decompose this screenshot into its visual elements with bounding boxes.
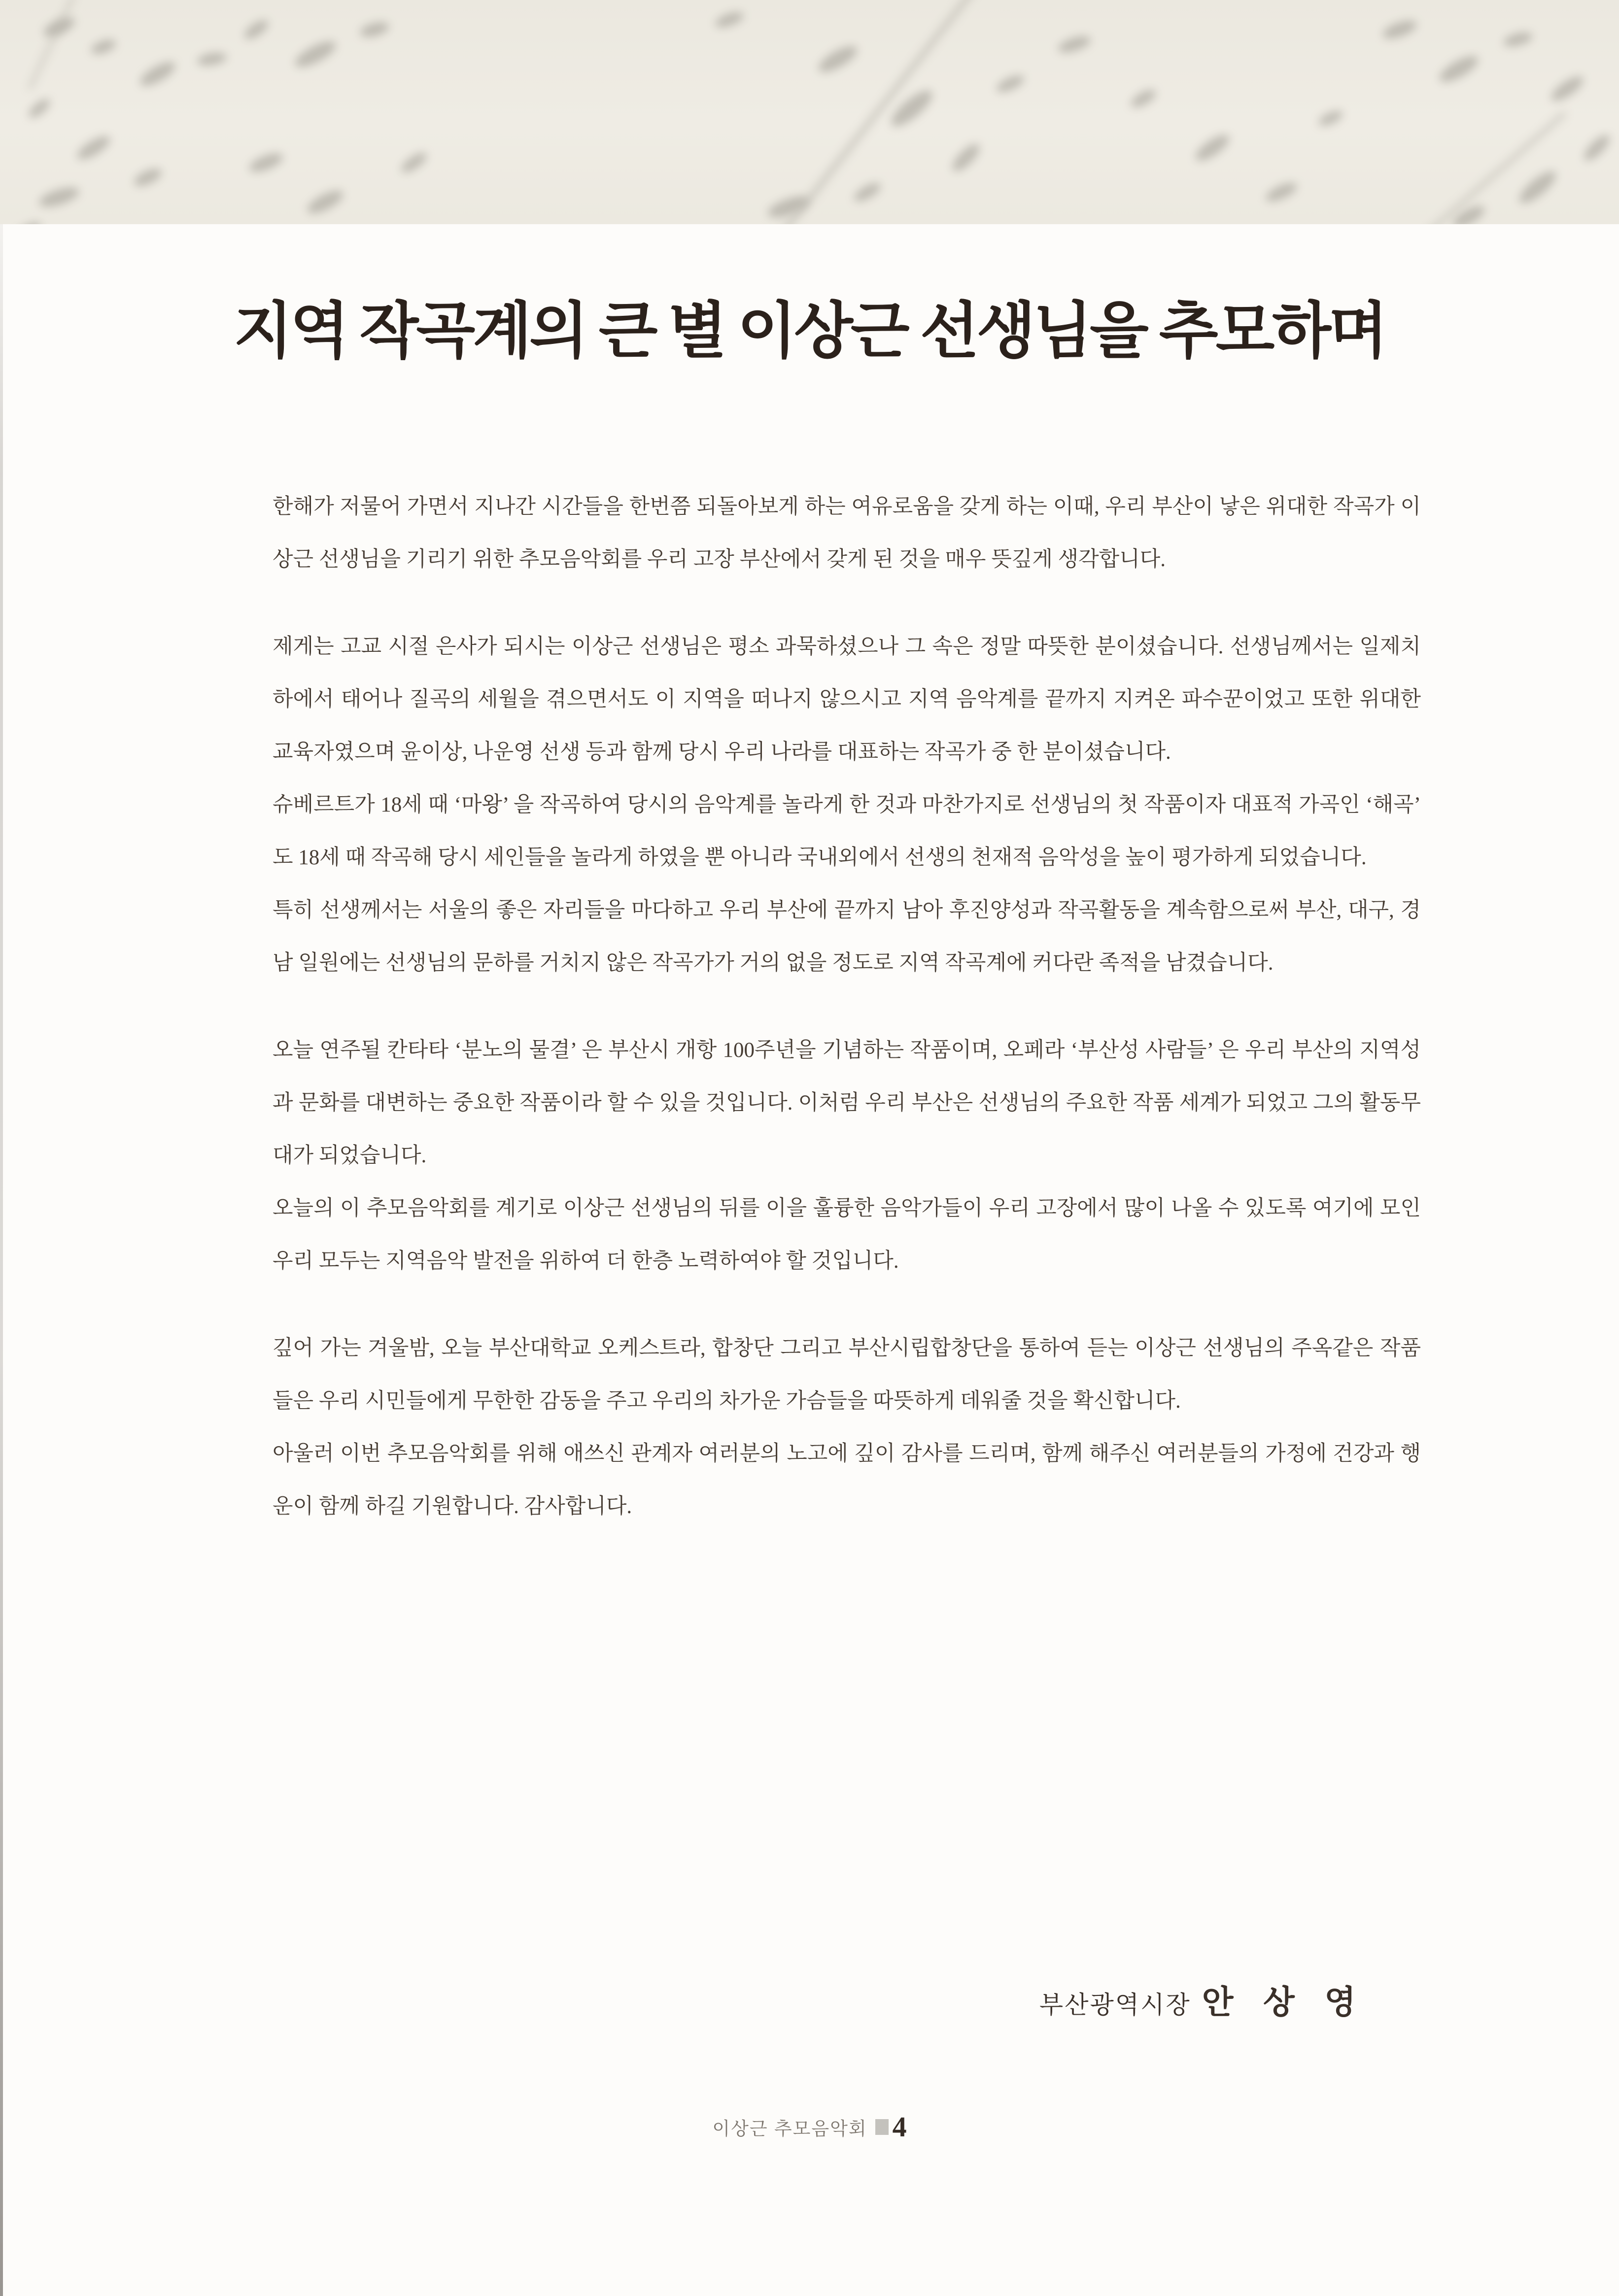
page-number: 4	[892, 2111, 907, 2143]
body-text	[273, 480, 1421, 1567]
paragraph: 슈베르트가 18세 때 ‘마왕’ 을 작곡하여 당시의 음악계를 놀라게 한 것과 마찬가지로 선생님의 첫 작품이자 대표적 가곡인 ‘해곡’ 도 18세 때 작곡해 당시 세인들을 놀라게 하였을 뿐 아니라 국내외에서 선생의 천재적 음악성을 높이 평가하게 되었습니다.	[273, 793, 1421, 869]
signature-name: 안 상 영	[1202, 1985, 1367, 2021]
square-bullet-icon	[875, 2119, 889, 2135]
paragraph: 아울러 이번 추모음악회를 위해 애쓰신 관계자 여러분의 노고에 깊이 감사를 드리며, 함께 해주신 여러분들의 가정에 건강과 행운이 함께 하길 기원합니다. 감사합니다.	[273, 1442, 1421, 1518]
paragraph-block	[273, 480, 1421, 586]
signature	[273, 1976, 1421, 2023]
footer-label: 이상근 추모음악회	[712, 2119, 867, 2139]
paragraph-block	[273, 1322, 1421, 1533]
paragraph-block	[273, 1024, 1421, 1287]
sheet-music-texture	[0, 0, 1619, 224]
paragraph: 깊어 가는 겨울밤, 오늘 부산대학교 오케스트라, 합창단 그리고 부산시립합창단을 통하여 듣는 이상근 선생님의 주옥같은 작품들은 우리 시민들에게 무한한 감동을 주고 우리의 차가운 가슴들을 따뜻하게 데워줄 것을 확신합니다.	[273, 1337, 1421, 1413]
paragraph: 오늘의 이 추모음악회를 계기로 이상근 선생님의 뒤를 이을 훌륭한 음악가들이 우리 고장에서 많이 나올 수 있도록 여기에 모인 우리 모두는 지역음악 발전을 위하여 더 한층 노력하여야 할 것입니다.	[273, 1197, 1421, 1273]
page-title: 지역 작곡계의 큰 별 이상근 선생님을 추모하며	[234, 298, 1385, 365]
page-footer	[0, 2113, 1619, 2141]
paragraph: 한해가 저물어 가면서 지나간 시간들을 한번쯤 되돌아보게 하는 여유로움을 갖게 하는 이때, 우리 부산이 낳은 위대한 작곡가 이상근 선생님을 기리기 위한 추모음악회를 우리 고장 부산에서 갖게 된 것을 매우 뜻깊게 생각합니다.	[273, 495, 1421, 571]
paragraph: 제게는 고교 시절 은사가 되시는 이상근 선생님은 평소 과묵하셨으나 그 속은 정말 따뜻한 분이셨습니다. 선생님께서는 일제치하에서 태어나 질곡의 세월을 겪으면서도 이 지역을 떠나지 않으시고 지역 음악계를 끝까지 지켜온 파수꾼이었고 또한 위대한 교육자였으며 윤이상, 나운영 선생 등과 함께 당시 우리 나라를 대표하는 작곡가 중 한 분이셨습니다.	[273, 635, 1421, 764]
signature-role: 부산광역시장	[1039, 1991, 1191, 2019]
paragraph: 오늘 연주될 칸타타 ‘분노의 물결’ 은 부산시 개항 100주년을 기념하는 작품이며, 오페라 ‘부산성 사람들’ 은 우리 부산의 지역성과 문화를 대변하는 중요한 작품이라 할 수 있을 것입니다. 이처럼 우리 부산은 선생님의 주요한 작품 세계가 되었고 그의 활동무대가 되었습니다.	[273, 1039, 1421, 1167]
paragraph: 특히 선생께서는 서울의 좋은 자리들을 마다하고 우리 부산에 끝까지 남아 후진양성과 작곡활동을 계속함으로써 부산, 대구, 경남 일원에는 선생님의 문하를 거치지 않은 작곡가가 거의 없을 정도로 지역 작곡계에 커다란 족적을 남겼습니다.	[273, 899, 1421, 975]
header-band	[0, 0, 1619, 224]
paragraph-block	[273, 620, 1421, 989]
scan-edge-artifact	[0, 224, 3, 2296]
